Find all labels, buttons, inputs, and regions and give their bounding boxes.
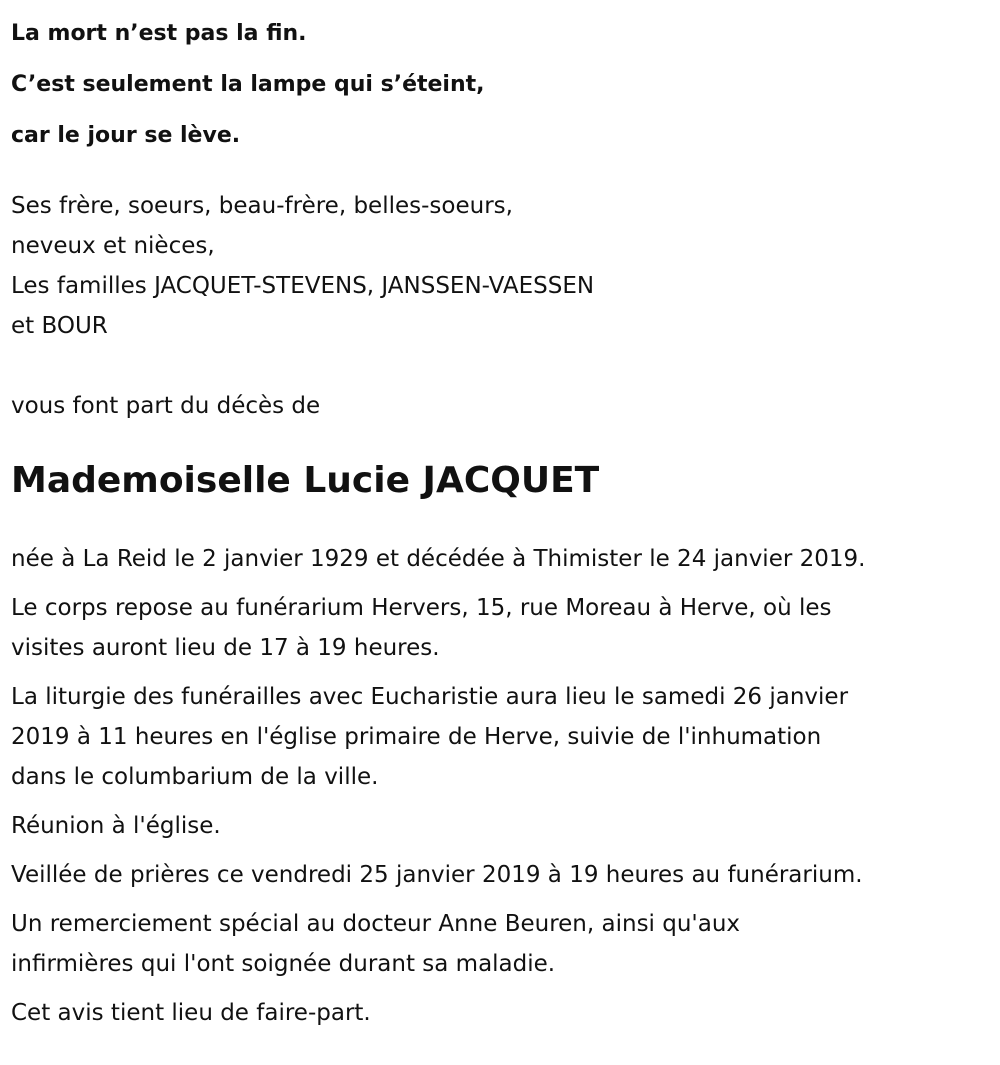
paragraph-vigil xyxy=(11,855,991,895)
paragraph-line: Réunion à l'église. xyxy=(11,813,221,839)
paragraph-line: Un remerciement spécial au docteur Anne Beuren, ainsi qu'aux xyxy=(11,911,741,937)
paragraph-birth-death xyxy=(11,539,991,579)
notice-body xyxy=(11,539,1000,1033)
paragraph-meeting xyxy=(11,806,991,846)
announcement-text: vous font part du décès de xyxy=(11,393,321,419)
paragraph-line: Le corps repose au funérarium Hervers, 15, rue Moreau à Herve, où les xyxy=(11,595,832,621)
family-line: et BOUR xyxy=(11,313,108,339)
epigraph-line: La mort n’est pas la fin. xyxy=(11,21,307,46)
paragraph-thanks xyxy=(11,904,991,984)
epigraph-line: car le jour se lève. xyxy=(11,123,241,148)
paragraph-line: La liturgie des funérailles avec Eucharistie aura lieu le samedi 26 janvier xyxy=(11,684,849,710)
paragraph-line: Veillée de prières ce vendredi 25 janvier 2019 à 19 heures au funérarium. xyxy=(11,862,863,888)
paragraph-funeral xyxy=(11,677,991,797)
family-line: Ses frère, soeurs, beau-frère, belles-soeurs, xyxy=(11,193,513,219)
paragraph-line: née à La Reid le 2 janvier 1929 et décédée à Thimister le 24 janvier 2019. xyxy=(11,546,866,572)
family-line: neveux et nièces, xyxy=(11,233,215,259)
family-list xyxy=(11,186,1000,346)
paragraph-line: 2019 à 11 heures en l'église primaire de Herve, suivie de l'inhumation xyxy=(11,724,822,750)
paragraph-line: dans le columbarium de la ville. xyxy=(11,764,379,790)
paragraph-line: Cet avis tient lieu de faire-part. xyxy=(11,1000,371,1026)
paragraph-line: visites auront lieu de 17 à 19 heures. xyxy=(11,635,440,661)
family-line: Les familles JACQUET-STEVENS, JANSSEN-VAESSEN xyxy=(11,273,595,299)
paragraph-line: infirmières qui l'ont soignée durant sa maladie. xyxy=(11,951,556,977)
deceased-name: Mademoiselle Lucie JACQUET xyxy=(11,460,600,501)
paragraph-visitation xyxy=(11,588,991,668)
paragraph-closing xyxy=(11,993,991,1033)
epigraph-line: C’est seulement la lampe qui s’éteint, xyxy=(11,72,485,97)
epigraph xyxy=(11,0,1000,161)
